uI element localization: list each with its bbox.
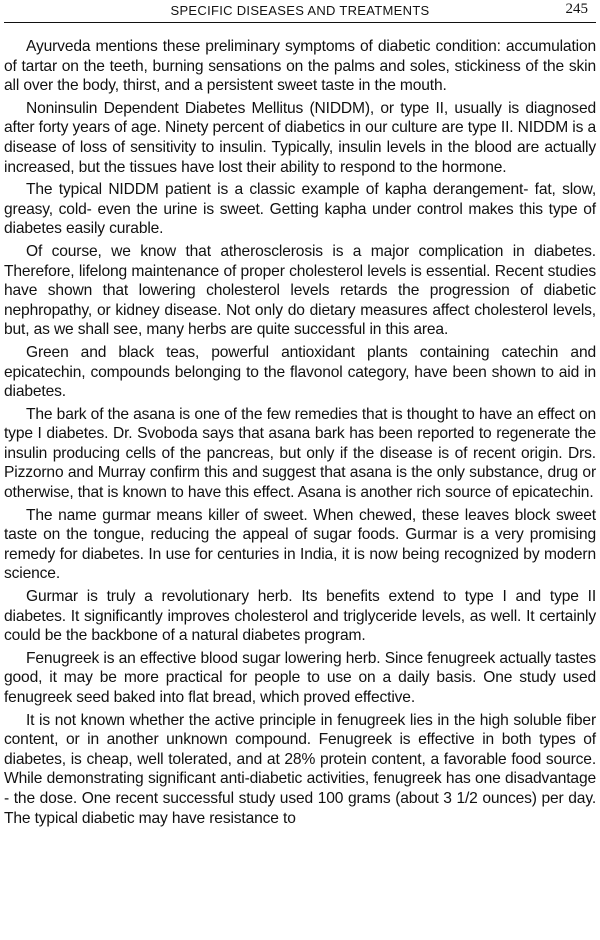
paragraph: The name gurmar means killer of sweet. When chewed, these leaves block sweet taste on the tongue, reducing the appeal of sugar foods. Gurmar is a very promising remedy for diabetes. In use for centuries in India, it is now being recognized by modern science. <box>4 506 596 583</box>
page-number: 245 <box>565 1 588 17</box>
paragraph: Fenugreek is an effective blood sugar lowering herb. Since fenugreek actually tastes good, it may be more practical for people to use on a daily basis. One study used fenugreek seed baked into flat bread, which proved effective. <box>4 649 596 706</box>
paragraph: Ayurveda mentions these preliminary symptoms of diabetic condition: accumulation of tartar on the teeth, burning sensations on the palms and soles, stickiness of the skin all over the body, thirst, and a persistent sweet taste in the mouth. <box>4 38 596 95</box>
paragraph: Green and black teas, powerful antioxidant plants containing catechin and epicatechin, compounds belonging to the flavonol category, have been shown to aid in diabetes. <box>4 343 596 401</box>
paragraph: The typical NIDDM patient is a classic example of kapha derangement- fat, slow, greasy, cold- even the urine is sweet. Getting kapha under control makes this type of diabetes easily curable. <box>4 181 596 238</box>
paragraph: It is not known whether the active principle in fenugreek lies in the high soluble fiber content, or in another unknown compound. Fenugreek is effective in both types of diabetes, is cheap, well tolerated, and at 28% protein content, a favorable food source. While demonstrating significant anti-diabetic activities, fenugreek has one disadvantage - the dose. One recent successful study used 100 grams (about 3 1/2 ounces) per day. The typical diabetic may have resistance to <box>4 711 596 827</box>
paragraph: Gurmar is truly a revolutionary herb. Its benefits extend to type I and type II diabetes. It significantly improves cholesterol and triglyceride levels, as well. It certainly could be the backbone of a natural diabetes program. <box>4 588 596 645</box>
paragraph: Of course, we know that atherosclerosis is a major complication in diabetes. Therefore, lifelong maintenance of proper cholesterol levels is essential. Recent studies have shown that lowering cholesterol levels retards the progression of diabetic nephropathy, or kidney disease. Not only do dietary measures affect cholesterol levels, but, as we shall see, many herbs are quite successful in this area. <box>4 242 596 339</box>
body-text <box>4 23 596 828</box>
running-header <box>4 0 596 23</box>
running-title: SPECIFIC DISEASES AND TREATMENTS <box>170 3 430 18</box>
paragraph: Noninsulin Dependent Diabetes Mellitus (NIDDM), or type II, usually is diagnosed after forty years of age. Ninety percent of diabetics in our culture are type II. NIDDM is a disease of loss of sensitivity to insulin. Typically, insulin levels in the blood are actually increased, but the tissues have lost their ability to respond to the hormone. <box>4 99 596 176</box>
paragraph: The bark of the asana is one of the few remedies that is thought to have an effect on type I diabetes. Dr. Svoboda says that asana bark has been reported to regenerate the insulin producing cells of the pancreas, but only if the disease is of recent origin. Drs. Pizzorno and Murray confirm this and suggest that asana is the only substance, drug or otherwise, that is known to have this effect. Asana is another rich source of epicatechin. <box>4 405 596 502</box>
